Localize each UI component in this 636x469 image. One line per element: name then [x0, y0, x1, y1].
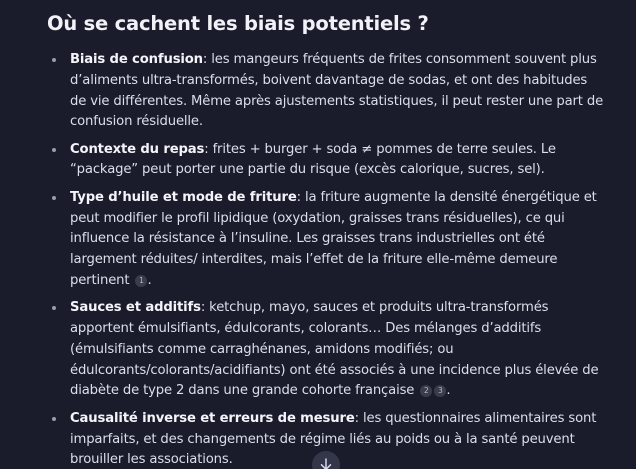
citation-badge[interactable]: 2: [420, 385, 432, 397]
list-item-text: : la friture augmente la densité énergétique et peut modifier le profil lipidique (oxydation, graisses trans résiduelles), ce qui influence la résistance à l’insuline. Les graisses trans industrielles ont été largement réduites/ interdites, mais l’effet de la friture elle-même demeure pertinent: [70, 189, 597, 288]
citation-badge[interactable]: 3: [434, 385, 446, 397]
list-item-term: Type d’huile et mode de friture: [70, 189, 297, 205]
list-item-term: Causalité inverse et erreurs de mesure: [70, 410, 355, 426]
list-item: [47, 298, 607, 402]
list-item-tail: .: [446, 383, 451, 399]
list-item: [47, 188, 607, 292]
citation-badge[interactable]: 1: [135, 275, 147, 287]
list-item-term: Biais de confusion: [70, 52, 203, 67]
arrow-down-icon: [320, 458, 332, 469]
section-heading: Où se cachent les biais potentiels ?: [47, 12, 429, 35]
list-item-tail: .: [147, 272, 152, 288]
list-item: [47, 140, 607, 182]
list-item-text: : ketchup, mayo, sauces et produits ultra-transformés apportent émulsifiants, édulcorants, colorants… Des mélanges d’additifs (émulsifiants comme carraghénanes, amidons modifiés; ou édulcorants/colorants/acidifiants) ont été associés à une incidence plus élevée de diabète de type 2 dans une grande cohorte française: [70, 300, 599, 399]
list-item-term: Contexte du repas: [70, 141, 205, 157]
list-item-term: Sauces et additifs: [70, 300, 201, 316]
list-item-text: : les questionnaires alimentaires sont imparfaits, et des changements de régime liés au poids ou à la santé peuvent brouiller les associations.: [70, 410, 597, 468]
list-item: [47, 50, 607, 133]
list-item-text: : les mangeurs fréquents de frites consomment souvent plus d’aliments ultra-transformés, boivent davantage de sodas, et ont des habitudes de vie différentes. Même après ajustements statistiques, il peut rester une part de confusion résiduelle.: [70, 52, 604, 130]
response-content: [47, 10, 607, 469]
bias-list: [47, 50, 607, 469]
list-item-text: : frites + burger + soda ≠ pommes de terre seules. Le “package” peut porter une partie du risque (excès calorique, sucres, sel).: [70, 141, 556, 178]
